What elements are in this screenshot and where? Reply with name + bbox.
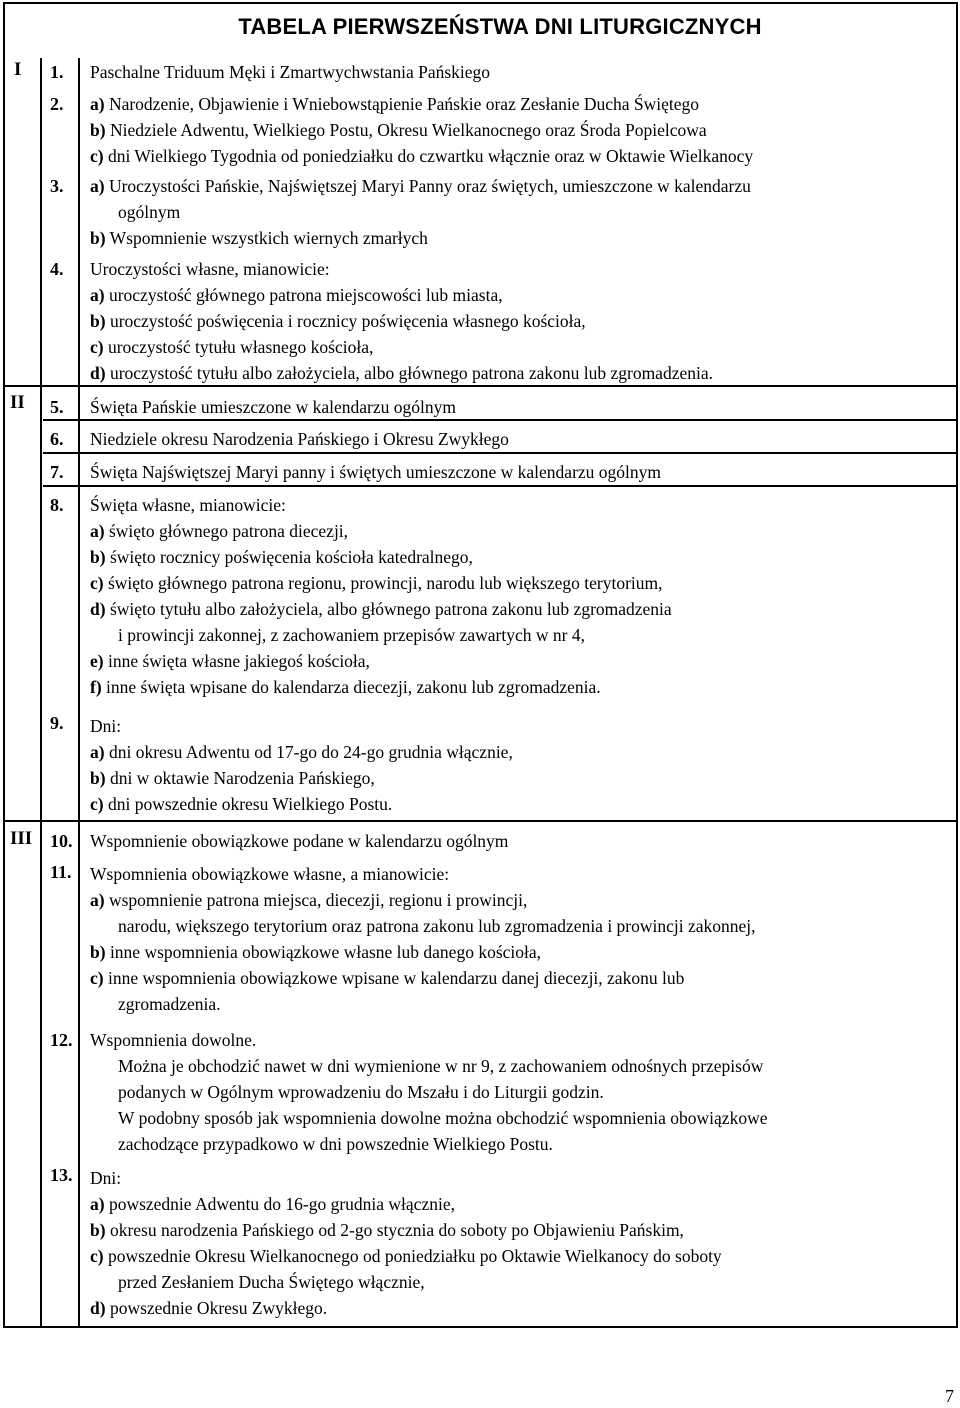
item-text: uroczystość poświęcenia i rocznicy poświęcenia własnego kościoła, [105,311,586,331]
section-numeral: III [10,828,33,849]
item-text: uroczystość tytułu własnego kościoła, [103,337,374,357]
item-line [118,916,756,936]
item-text: powszednie Adwentu do 16-go grudnia włącznie, [104,1194,455,1214]
item-text: Uroczystości własne, mianowicie: [90,259,330,279]
section-divider [3,385,958,387]
item-text: Uroczystości Pańskie, Najświętszej Maryi Panny oraz świętych, umieszczone w kalendarzu [104,176,751,196]
item-line [90,228,428,248]
item-line [90,794,392,814]
sub-item-marker: d) [90,363,106,383]
item-number: 7. [50,462,64,482]
item-line [90,864,449,884]
item-text: Narodzenie, Objawienie i Wniebowstąpienie Pańskie oraz Zesłanie Ducha Świętego [104,94,700,114]
item-text: święto rocznicy poświęcenia kościoła katedralnego, [105,547,473,567]
item-text: uroczystość głównego patrona miejscowości lub miasta, [104,285,503,305]
item-text: dni Wielkiego Tygodnia od poniedziałku do czwartku włącznie oraz w Oktawie Wielkanocy [103,146,754,166]
item-text: Wspomnienia obowiązkowe własne, a mianowicie: [90,864,450,884]
item-text: dni w oktawie Narodzenia Pańskiego, [105,768,375,788]
item-text: Wspomnienie wszystkich wiernych zmarłych [105,228,428,248]
item-text: wspomnienie patrona miejsca, diecezji, regionu i prowincji, [104,890,528,910]
item-line [90,651,370,671]
sub-item-marker: b) [90,311,106,331]
item-text: Wspomnienia dowolne. [90,1030,257,1050]
item-line [90,768,375,788]
sub-item-marker: f) [90,677,102,697]
sub-item-marker: c) [90,1246,104,1266]
item-text: przed Zesłaniem Ducha Świętego włącznie, [118,1272,425,1292]
item-line [118,1134,553,1154]
item-text: inne święta własne jakiegoś kościoła, [103,651,370,671]
item-line [90,547,473,567]
sub-item-marker: c) [90,337,104,357]
item-line [90,259,330,279]
item-line [118,1272,425,1292]
item-text: okresu narodzenia Pańskiego od 2-go stycznia do soboty po Objawieniu Pańskim, [105,1220,684,1240]
item-text: Dni: [90,1168,122,1188]
item-text: Dni: [90,716,122,736]
item-text: ogólnym [118,202,181,222]
item-text: Można je obchodzić nawet w dni wymienione w nr 9, z zachowaniem odnośnych przepisów [118,1056,764,1076]
item-text: święto głównego patrona regionu, prowincji, narodu lub większego terytorium, [103,573,663,593]
sub-item-marker: b) [90,1220,106,1240]
item-number: 5. [50,397,64,417]
sub-item-marker: a) [90,176,105,196]
sub-item-marker: a) [90,94,105,114]
item-text: Święta Pańskie umieszczone w kalendarzu ogólnym [90,397,456,417]
item-line [90,94,699,114]
sub-item-marker: a) [90,285,105,305]
sub-item-marker: c) [90,146,104,166]
item-line [90,716,121,736]
sub-item-marker: a) [90,521,105,541]
item-text: dni powszednie okresu Wielkiego Postu. [103,794,393,814]
item-line [90,397,456,417]
item-line [118,1108,767,1128]
item-line [90,146,753,166]
item-line [90,337,373,357]
item-text: podanych w Ogólnym wprowadzeniu do Mszału i do Liturgii godzin. [118,1082,604,1102]
item-line [90,176,751,196]
sub-item-marker: c) [90,573,104,593]
item-text: święto głównego patrona diecezji, [104,521,349,541]
item-text: zachodzące przypadkowo w dni powszednie Wielkiego Postu. [118,1134,553,1154]
item-line [90,1168,121,1188]
item-line [90,831,508,851]
item-number: 3. [50,176,64,196]
number-column-divider [78,58,80,1328]
item-line [90,1220,684,1240]
item-text: Święta Najświętszej Maryi panny i świętych umieszczone w kalendarzu ogólnym [90,462,662,482]
item-number: 12. [50,1030,73,1050]
sub-item-marker: a) [90,890,105,910]
item-text: uroczystość tytułu albo założyciela, albo głównego patrona zakonu lub zgromadzenia. [105,363,713,383]
item-text: dni okresu Adwentu od 17-go do 24-go grudnia włącznie, [104,742,513,762]
item-line [118,1082,604,1102]
sub-item-marker: a) [90,742,105,762]
item-line [90,521,348,541]
item-line [118,1056,763,1076]
item-text: Paschalne Triduum Męki i Zmartwychwstania Pańskiego [90,62,491,82]
item-text: zgromadzenia. [118,994,221,1014]
sub-item-marker: b) [90,547,106,567]
item-text: Święta własne, mianowicie: [90,495,286,515]
item-line [90,429,509,449]
item-line [90,599,672,619]
item-line [118,994,221,1014]
sub-item-marker: c) [90,794,104,814]
item-line [90,1246,722,1266]
item-number: 13. [50,1165,73,1185]
item-text: powszednie Okresu Wielkanocnego od poniedziałku po Oktawie Wielkanocy do soboty [103,1246,722,1266]
sub-item-marker: e) [90,651,104,671]
item-text: święto tytułu albo założyciela, albo głównego patrona zakonu lub zgromadzenia [105,599,672,619]
item-line [90,1030,256,1050]
item-text: Niedziele okresu Narodzenia Pańskiego i Okresu Zwykłego [90,429,509,449]
sub-item-marker: a) [90,1194,105,1214]
item-line [90,285,503,305]
item-text: inne wspomnienia obowiązkowe własne lub danego kościoła, [105,942,542,962]
page-title: TABELA PIERWSZEŃSTWA DNI LITURGICZNYCH [238,14,762,39]
item-line [118,625,585,645]
section-numeral: II [10,392,25,413]
section-column-divider [40,58,42,1328]
item-line [90,363,713,383]
item-line [90,890,527,910]
item-text: i prowincji zakonnej, z zachowaniem przepisów zawartych w nr 4, [118,625,585,645]
item-text: inne wspomnienia obowiązkowe wpisane w kalendarzu danej diecezji, zakonu lub [103,968,685,988]
item-line [90,311,586,331]
item-line [118,202,180,222]
item-text: powszednie Okresu Zwykłego. [105,1298,328,1318]
row-divider [43,419,958,421]
row-divider [43,452,958,454]
item-text: Niedziele Adwentu, Wielkiego Postu, Okresu Wielkanocnego oraz Środa Popielcowa [105,120,707,140]
item-number: 2. [50,94,64,114]
item-line [90,495,286,515]
item-line [90,742,513,762]
item-text: narodu, większego terytorium oraz patrona zakonu lub zgromadzenia i prowincji zakonnej, [118,916,756,936]
sub-item-marker: c) [90,968,104,988]
sub-item-marker: b) [90,120,106,140]
item-number: 8. [50,495,64,515]
item-number: 6. [50,429,64,449]
section-numeral: I [14,59,22,80]
sub-item-marker: b) [90,768,106,788]
sub-item-marker: d) [90,1298,106,1318]
page-number: 7 [945,1386,954,1406]
sub-item-marker: b) [90,228,106,248]
item-number: 1. [50,62,64,82]
item-text: inne święta wpisane do kalendarza diecezji, zakonu lub zgromadzenia. [101,677,601,697]
sub-item-marker: b) [90,942,106,962]
item-line [90,677,601,697]
item-number: 11. [50,862,72,882]
item-text: Wspomnienie obowiązkowe podane w kalendarzu ogólnym [90,831,509,851]
section-divider [3,820,958,822]
item-number: 4. [50,259,64,279]
sub-item-marker: d) [90,599,106,619]
item-number: 10. [50,831,73,851]
item-line [90,120,707,140]
item-number: 9. [50,713,64,733]
item-line [90,462,661,482]
item-line [90,1194,455,1214]
item-line [90,968,684,988]
item-line [90,1298,327,1318]
item-line [90,62,490,82]
item-line [90,942,541,962]
row-divider [43,485,958,487]
item-text: W podobny sposób jak wspomnienia dowolne można obchodzić wspomnienia obowiązkowe [118,1108,768,1128]
item-line [90,573,663,593]
